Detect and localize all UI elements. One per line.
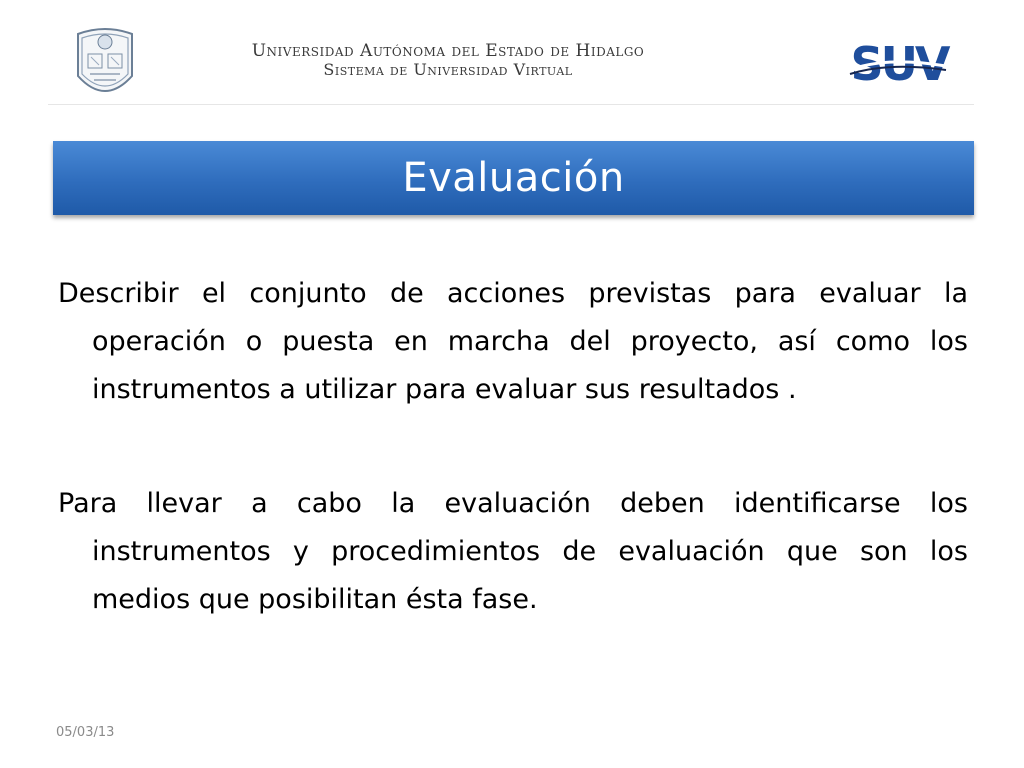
slide-title: Evaluación — [402, 155, 625, 201]
body-paragraph-2: Para llevar a cabo la evaluación deben identificarse los instrumentos y procedimientos de evaluación que son los medios que posibilitan ésta fase. — [58, 488, 968, 615]
institution-name — [168, 42, 728, 79]
suv-logo-icon — [846, 36, 952, 88]
slide-header — [48, 22, 974, 105]
uaeh-seal-icon — [70, 26, 140, 102]
suv-logo-text: SUV — [850, 37, 948, 88]
slide-body — [58, 270, 968, 624]
body-paragraph-1: Describir el conjunto de acciones previstas para evaluar la operación o puesta en marcha del proyecto, así como los instrumentos a utilizar para evaluar sus resultados . — [58, 278, 968, 405]
institution-line-2: Sistema de Universidad Virtual — [323, 60, 573, 79]
slide-date: 05/03/13 — [56, 725, 115, 740]
institution-line-1: Universidad Autónoma del Estado de Hidalgo — [251, 41, 645, 61]
title-bar — [53, 141, 974, 215]
